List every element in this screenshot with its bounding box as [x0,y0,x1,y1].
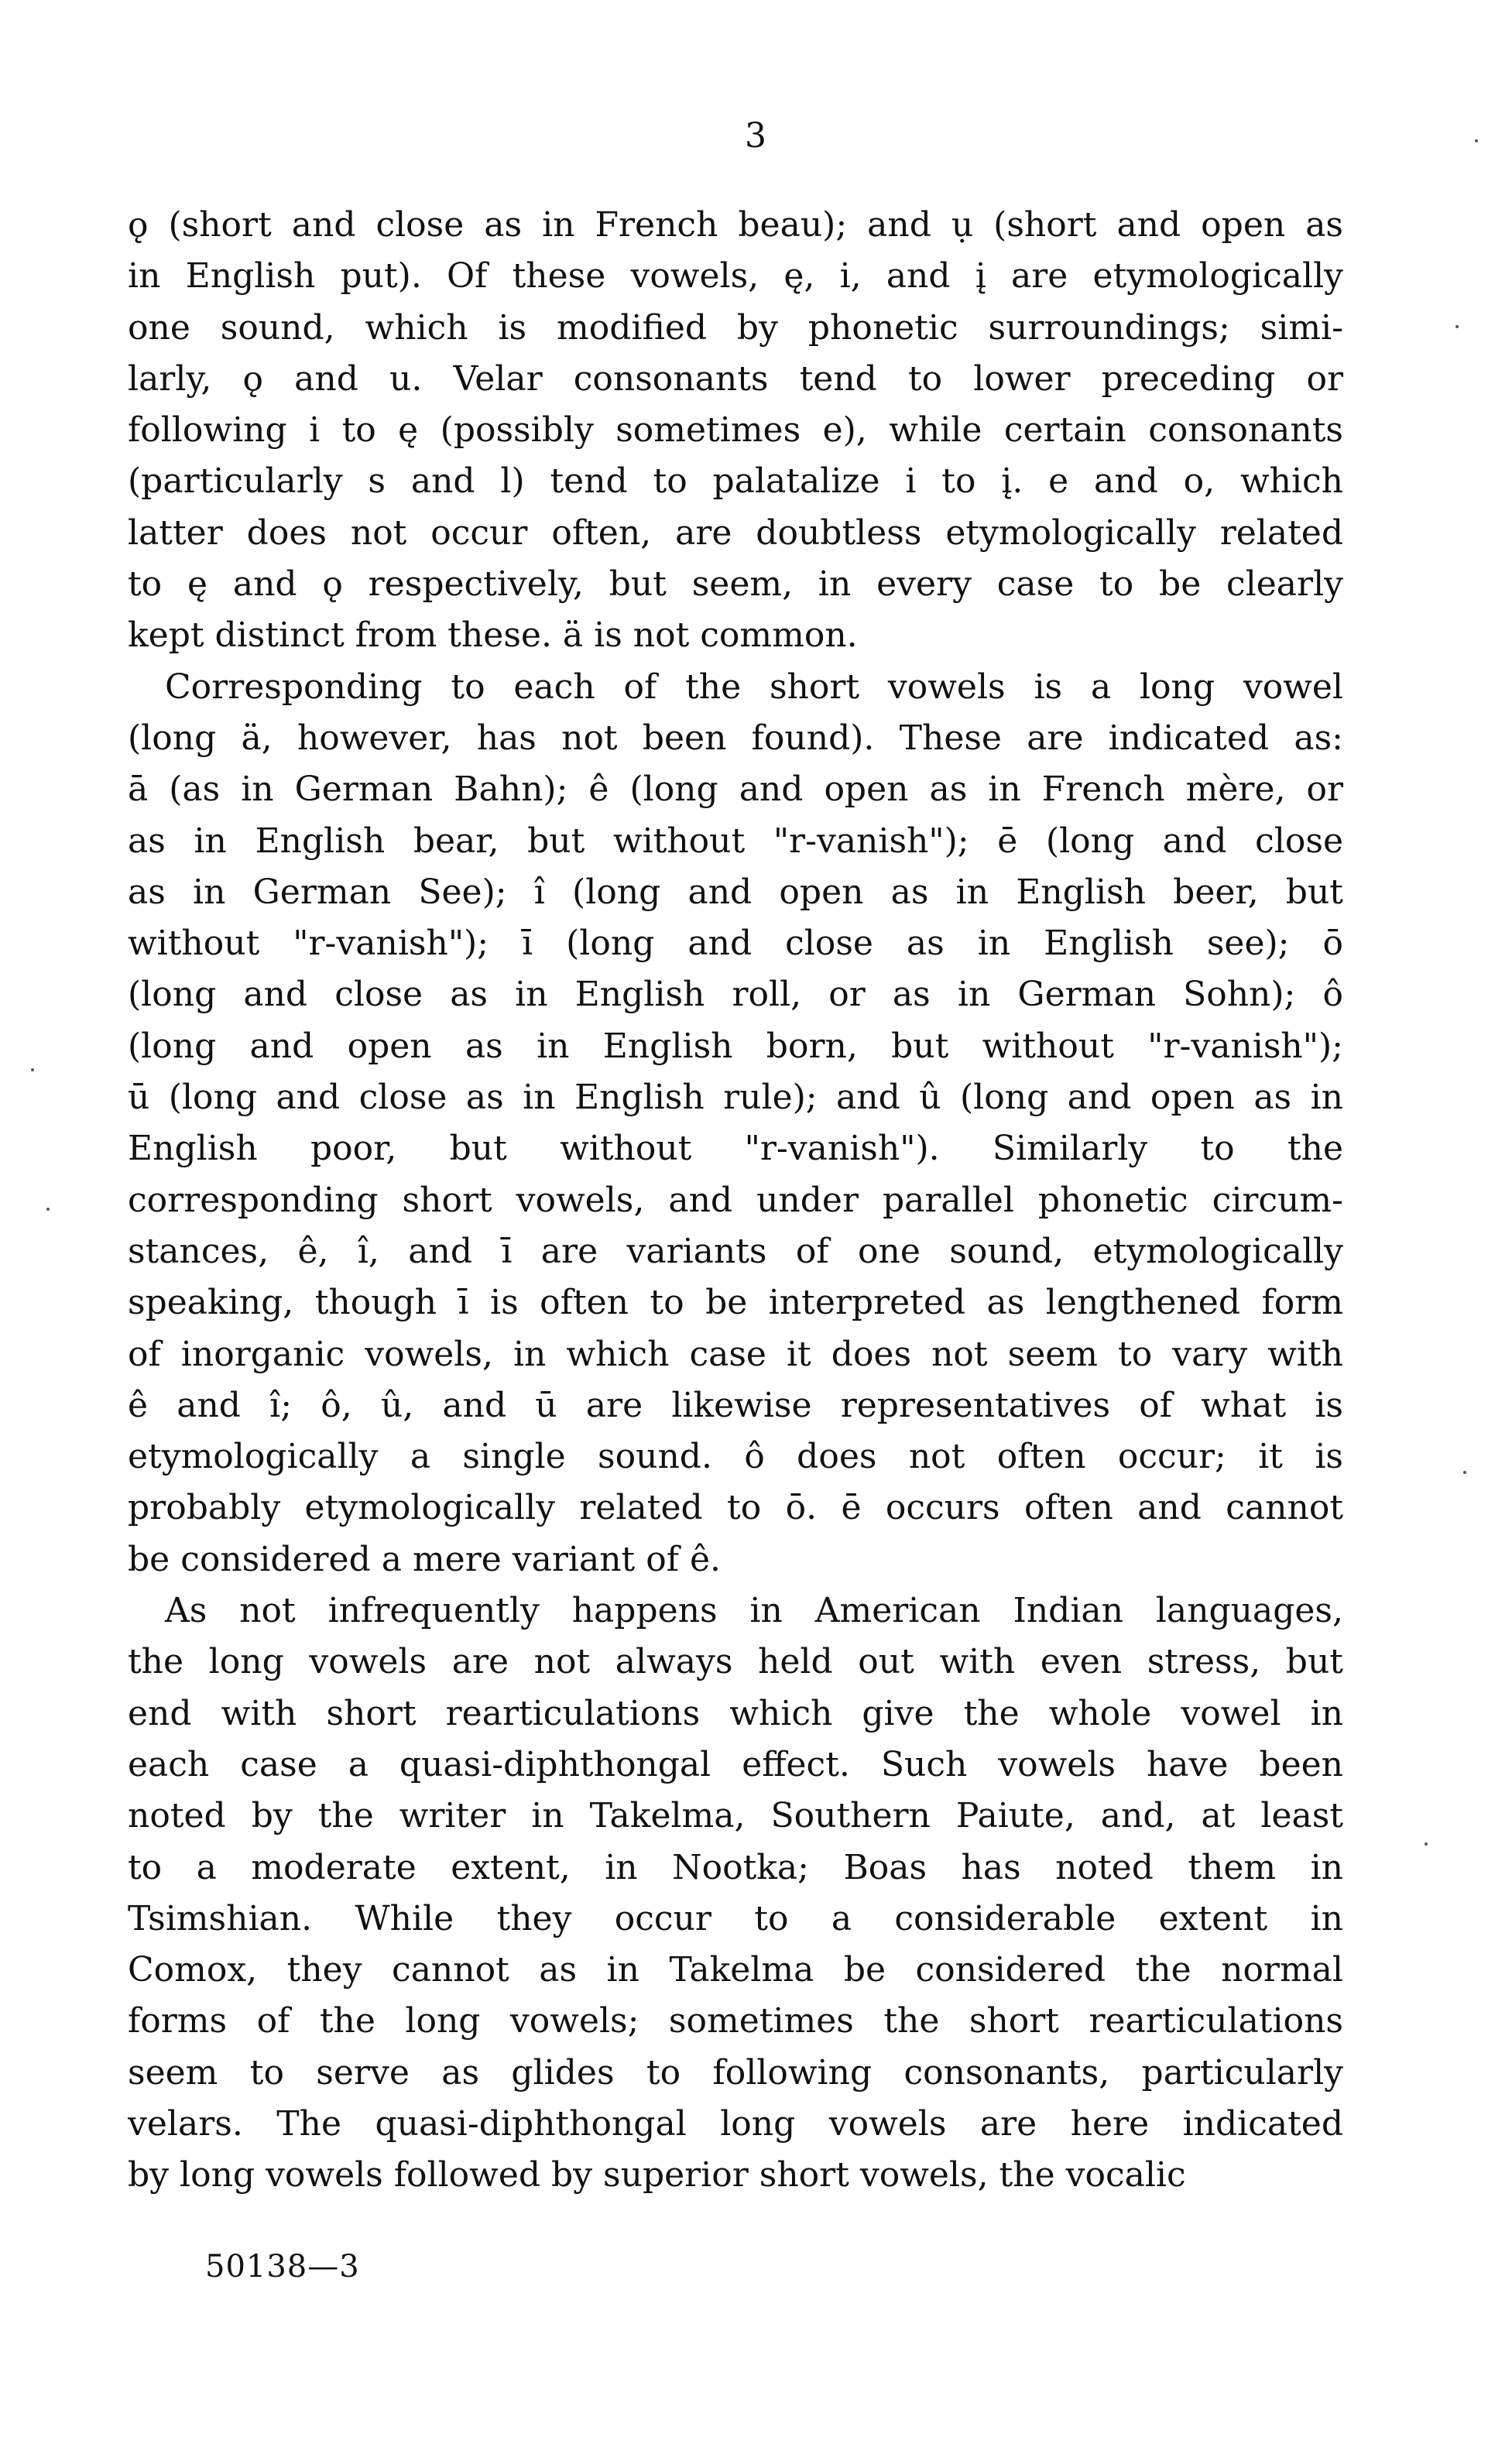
text-line: following i to ę (possibly sometimes e), while certain consonants [128,410,1343,451]
text-line: without "r-vanish"); ī (long and close as in English see); ō [128,924,1343,964]
text-line: in English put). Of these vowels, ę, i, and į are etymologically [128,256,1343,296]
text-line: be considered a mere variant of ê. [128,1539,722,1579]
page-number: 3 [745,116,767,156]
text-line: (long ä, however, has not been found). These are indicated as: [128,718,1343,758]
text-line: English poor, but without "r-vanish"). Similarly to the [128,1129,1343,1169]
text-line: of inorganic vowels, in which case it does not seem to vary with [128,1334,1343,1374]
text-line: noted by the writer in Takelma, Southern Paiute, and, at least [128,1796,1343,1836]
text-line: Comox, they cannot as in Takelma be considered the normal [128,1950,1343,1990]
text-line: stances, ê, î, and ī are variants of one sound, etymologically [128,1231,1343,1271]
text-line: as in German See); î (long and open as in English beer, but [128,872,1343,912]
text-line: as in English bear, but without "r-vanish"); ē (long and close [128,821,1343,861]
text-line: the long vowels are not always held out with even stress, but [128,1642,1343,1682]
text-line: As not infrequently happens in American Indian languages, [165,1591,1343,1631]
body-text [128,200,1343,2202]
text-line: ê and î; ô, û, and ū are likewise representatives of what is [128,1385,1343,1425]
text-line: forms of the long vowels; sometimes the short rearticulations [128,2001,1343,2041]
text-line: larly, ǫ and u. Velar consonants tend to lower preceding or [128,358,1343,399]
text-line: velars. The quasi-diphthongal long vowels are here indicated [128,2103,1343,2144]
text-line: corresponding short vowels, and under parallel phonetic circum- [128,1180,1343,1220]
text-line: one sound, which is modified by phonetic surroundings; simi- [128,307,1343,348]
text-line: kept distinct from these. ä is not common. [128,615,858,656]
text-line: Tsimshian. While they occur to a considerable extent in [128,1898,1343,1938]
text-line: ǫ (short and close as in French beau); and ụ (short and open as [128,205,1343,245]
text-line: each case a quasi-diphthongal effect. Such vowels have been [128,1744,1343,1784]
text-line: etymologically a single sound. ô does not often occur; it is [128,1437,1343,1477]
text-line: by long vowels followed by superior short vowels, the vocalic [128,2155,1186,2195]
text-line: (particularly s and l) tend to palatalize i to į. e and o, which [128,461,1343,502]
scan-speck [1455,325,1459,328]
text-line: seem to serve as glides to following consonants, particularly [128,2052,1343,2093]
text-line: ū (long and close as in English rule); and û (long and open as in [128,1078,1343,1118]
text-line: ā (as in German Bahn); ê (long and open as in French mère, or [128,769,1343,810]
text-line: probably etymologically related to ō. ē occurs often and cannot [128,1488,1343,1528]
text-line: to a moderate extent, in Nootka; Boas has noted them in [128,1847,1343,1887]
scan-speck [31,1068,34,1071]
text-line: latter does not occur often, are doubtless etymologically related [128,512,1343,553]
text-line: (long and close as in English roll, or as in German Sohn); ô [128,975,1343,1015]
scan-speck [1425,1842,1428,1846]
text-line: (long and open as in English born, but without "r-vanish"); [128,1026,1343,1066]
text-line: Corresponding to each of the short vowels is a long vowel [165,667,1343,707]
text-line: speaking, though ī is often to be interpreted as lengthened form [128,1283,1343,1323]
scan-speck [1463,1471,1466,1474]
text-line: end with short rearticulations which give the whole vowel in [128,1693,1343,1733]
text-line: to ę and ǫ respectively, but seem, in every case to be clearly [128,564,1343,605]
scan-speck [1475,139,1478,142]
scan-speck [46,1208,50,1211]
printer-signature: 50138—3 [205,2249,360,2284]
